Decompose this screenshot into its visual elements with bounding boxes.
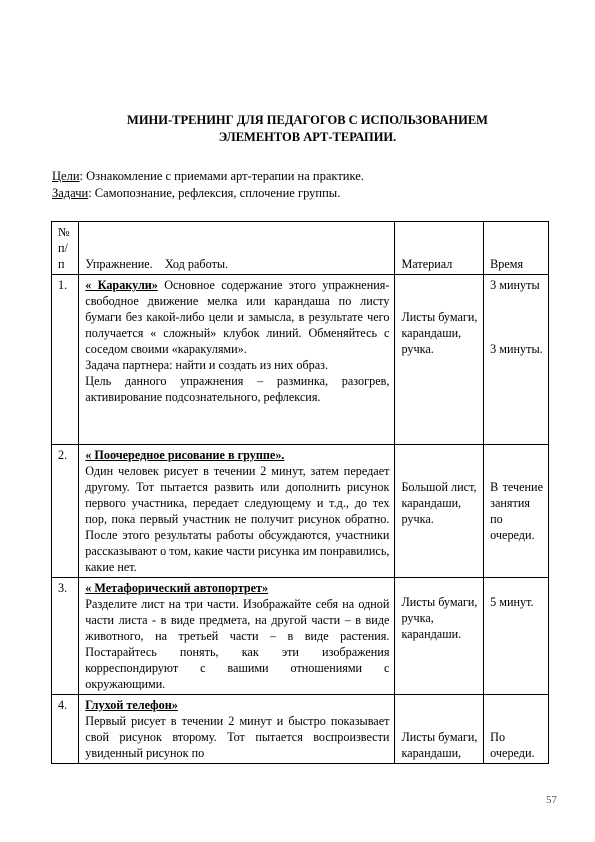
row-material bbox=[395, 445, 484, 578]
material-text: Листы бумаги, карандаши, ручка. bbox=[401, 310, 478, 356]
row-num: 4. bbox=[52, 695, 79, 764]
row-time bbox=[484, 275, 549, 445]
table-header-row bbox=[52, 222, 549, 275]
header-material: Материал bbox=[395, 222, 484, 275]
exercise-goal: Цель данного упражнения – разминка, разогрев, активирование подсознательного, рефлексия. bbox=[85, 374, 390, 404]
row-time bbox=[484, 695, 549, 764]
exercise-description: Первый рисует в течении 2 минут и быстро показывает свой рисунок второму. Тот пытается воспроизвести увиденный рисунок по bbox=[85, 714, 390, 760]
aims-label: Цели bbox=[52, 169, 80, 183]
table-row bbox=[52, 695, 549, 764]
title-line-2: ЭЛЕМЕНТОВ АРТ-ТЕРАПИИ. bbox=[218, 130, 397, 144]
exercise-description: Разделите лист на три части. Изображайте себя на одной части листа - в виде предмета, на другой части – в виде животного, на третьей части – в виде растения. Постарайтесь понять, как эти изображения корреспондируют с вашими отношениями с окружающими. bbox=[85, 597, 390, 691]
table-row bbox=[52, 445, 549, 578]
aims-text: : Ознакомление с приемами арт-терапии на практике. bbox=[79, 169, 364, 183]
aims-line bbox=[52, 169, 364, 184]
row-exercise bbox=[79, 275, 395, 445]
row-exercise bbox=[79, 695, 395, 764]
tasks-label: Задачи bbox=[52, 186, 89, 200]
row-material bbox=[395, 695, 484, 764]
tasks-text: : Самопознание, рефлексия, сплочение группы. bbox=[88, 186, 341, 200]
row-material bbox=[395, 578, 484, 695]
exercise-name: « Метафорический автопортрет» bbox=[85, 581, 269, 595]
exercise-name: Глухой телефон» bbox=[85, 698, 178, 712]
row-num: 1. bbox=[52, 275, 79, 445]
row-material bbox=[395, 275, 484, 445]
exercise-name: « Поочередное рисование в группе». bbox=[85, 448, 285, 462]
row-num: 2. bbox=[52, 445, 79, 578]
exercise-description: Один человек рисует в течении 2 минут, затем передает другому. Тот пытается развить или дополнить рисунок первого участника, передает следующему и т.д., до тех пор, пока первый участник не получит рисунок обратно. После этого результаты работы обсуждаются, участники рассказывают о том, какие части рисунка им понравились, какие нет. bbox=[85, 464, 390, 574]
header-num: № п/п bbox=[52, 222, 79, 275]
header-time: Время bbox=[484, 222, 549, 275]
material-text: Листы бумаги, карандаши, bbox=[401, 730, 478, 760]
exercise-task: Задача партнера: найти и создать из них образ. bbox=[85, 358, 329, 372]
document-title bbox=[60, 112, 555, 146]
exercise-description: Основное содержание этого упражнения- свободное движение мелка или карандаша по листу бумаги без какой-либо цели и замысла, в результате чего получается « сложный» клубок линий. Обменяйтесь с соседом своими «каракулями». bbox=[85, 278, 390, 356]
time-text: 5 минут. bbox=[490, 595, 534, 609]
exercise-table bbox=[51, 221, 549, 764]
table-row bbox=[52, 578, 549, 695]
table-row bbox=[52, 275, 549, 445]
header-exercise: Упражнение. Ход работы. bbox=[79, 222, 395, 275]
time-text: По очереди. bbox=[490, 730, 535, 760]
time-text-1: 3 минуты bbox=[490, 278, 540, 292]
title-line-1: МИНИ-ТРЕНИНГ ДЛЯ ПЕДАГОГОВ С ИСПОЛЬЗОВАНИЕМ bbox=[127, 113, 488, 127]
row-num: 3. bbox=[52, 578, 79, 695]
material-text: Листы бумаги, ручка, карандаши. bbox=[401, 595, 478, 641]
exercise-name: « Каракули» bbox=[85, 278, 158, 292]
time-text: В течение занятия по очереди. bbox=[490, 480, 543, 542]
row-exercise bbox=[79, 578, 395, 695]
row-time bbox=[484, 445, 549, 578]
page-number: 57 bbox=[546, 794, 557, 806]
row-time bbox=[484, 578, 549, 695]
row-exercise bbox=[79, 445, 395, 578]
time-text-2: 3 минуты. bbox=[490, 342, 543, 356]
tasks-line bbox=[52, 186, 340, 201]
material-text: Большой лист, карандаши, ручка. bbox=[401, 480, 477, 526]
